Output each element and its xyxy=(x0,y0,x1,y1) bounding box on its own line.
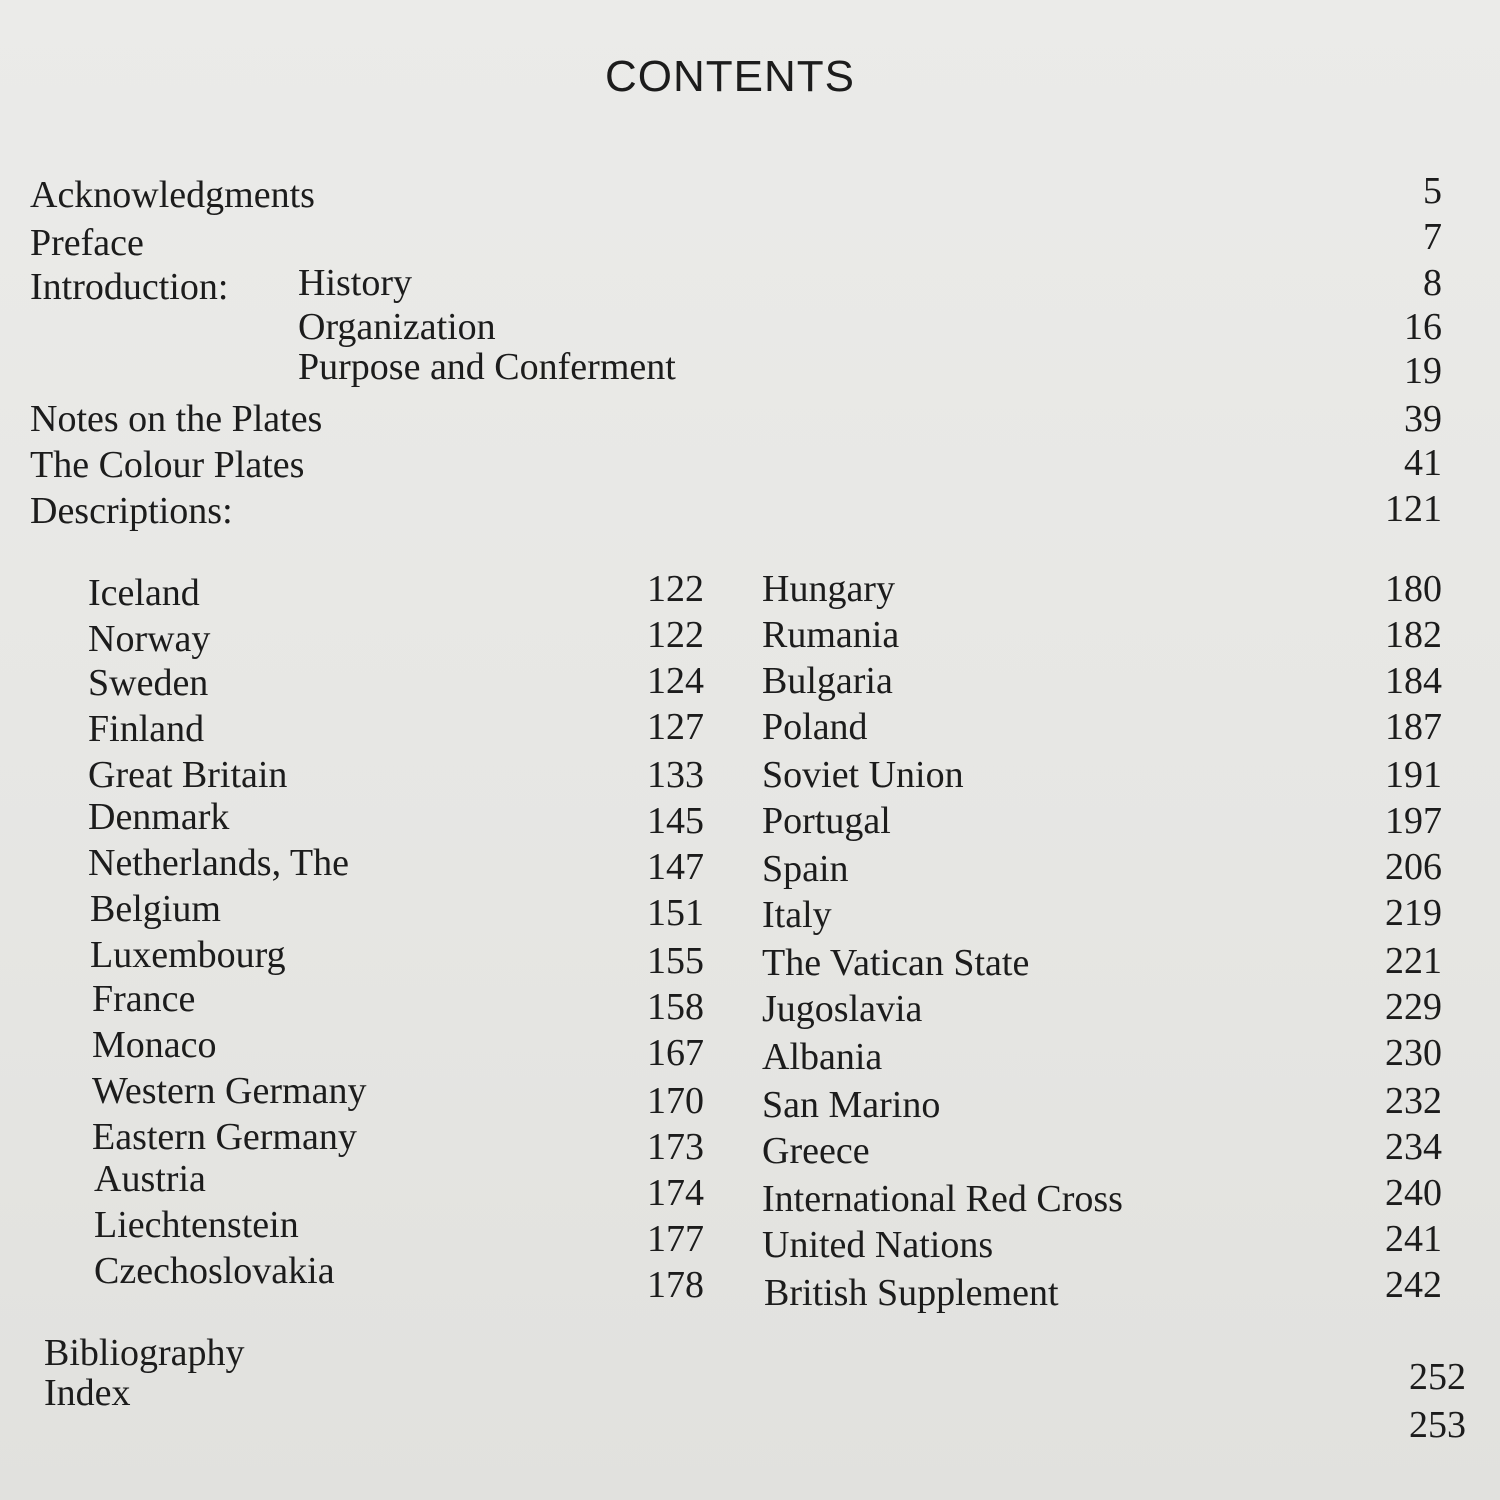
list-item: Czechoslovakia xyxy=(94,1250,335,1292)
toc-page-notes: 39 xyxy=(1404,398,1442,440)
list-item-page: 174 xyxy=(647,1172,704,1214)
list-item-page: 151 xyxy=(647,892,704,934)
toc-page-acknowledgments: 5 xyxy=(1423,170,1442,212)
toc-entry-bibliography: Bibliography xyxy=(44,1332,245,1374)
toc-page-index: 253 xyxy=(1409,1404,1466,1446)
list-item-page: 221 xyxy=(1385,940,1442,982)
list-item: International Red Cross xyxy=(762,1178,1123,1220)
list-item: Rumania xyxy=(762,614,900,656)
list-item-page: 197 xyxy=(1385,800,1442,842)
list-item: Soviet Union xyxy=(762,754,964,796)
list-item: Liechtenstein xyxy=(94,1204,299,1246)
list-item-page: 122 xyxy=(647,614,704,656)
toc-page-preface: 7 xyxy=(1423,216,1442,258)
list-item: Sweden xyxy=(88,662,209,704)
list-item-page: 180 xyxy=(1385,568,1442,610)
list-item: The Vatican State xyxy=(762,942,1030,984)
toc-entry-descriptions: Descriptions: xyxy=(30,490,233,532)
toc-entry-notes: Notes on the Plates xyxy=(30,398,323,440)
list-item: Norway xyxy=(88,618,211,660)
toc-entry-organization: Organization xyxy=(298,306,496,348)
toc-entry-index: Index xyxy=(44,1372,131,1414)
list-item-page: 167 xyxy=(647,1032,704,1074)
list-item-page: 229 xyxy=(1385,986,1442,1028)
list-item: Poland xyxy=(762,706,868,748)
list-item: France xyxy=(92,978,196,1020)
list-item: Spain xyxy=(762,848,849,890)
list-item: Eastern Germany xyxy=(92,1116,357,1158)
list-item: Italy xyxy=(762,894,832,936)
toc-entry-colour-plates: The Colour Plates xyxy=(30,444,305,486)
list-item: Iceland xyxy=(88,572,200,614)
list-item: Bulgaria xyxy=(762,660,893,702)
list-item-page: 122 xyxy=(647,568,704,610)
list-item-page: 177 xyxy=(647,1218,704,1260)
list-item-page: 155 xyxy=(647,940,704,982)
list-item: Luxembourg xyxy=(90,934,286,976)
list-item: Western Germany xyxy=(92,1070,367,1112)
list-item-page: 184 xyxy=(1385,660,1442,702)
toc-entry-preface: Preface xyxy=(30,222,144,264)
toc-page-organization: 16 xyxy=(1404,306,1442,348)
list-item: Belgium xyxy=(90,888,221,930)
list-item: Hungary xyxy=(762,568,895,610)
list-item-page: 240 xyxy=(1385,1172,1442,1214)
list-item: United Nations xyxy=(762,1224,994,1266)
list-item: Finland xyxy=(88,708,205,750)
list-item-page: 241 xyxy=(1385,1218,1442,1260)
list-item: Jugoslavia xyxy=(762,988,923,1030)
list-item-page: 124 xyxy=(647,660,704,702)
list-item: Portugal xyxy=(762,800,891,842)
list-item: Albania xyxy=(762,1036,883,1078)
list-item: San Marino xyxy=(762,1084,941,1126)
list-item-page: 145 xyxy=(647,800,704,842)
list-item-page: 133 xyxy=(647,754,704,796)
list-item-page: 206 xyxy=(1385,846,1442,888)
toc-page-history: 8 xyxy=(1423,262,1442,304)
list-item-page: 178 xyxy=(647,1264,704,1306)
toc-entry-history: History xyxy=(298,262,412,304)
list-item-page: 242 xyxy=(1385,1264,1442,1306)
list-item: Great Britain xyxy=(88,754,288,796)
list-item-page: 147 xyxy=(647,846,704,888)
list-item-page: 219 xyxy=(1385,892,1442,934)
toc-page-descriptions: 121 xyxy=(1385,488,1442,530)
list-item-page: 234 xyxy=(1385,1126,1442,1168)
list-item: Denmark xyxy=(88,796,230,838)
list-item: Greece xyxy=(762,1130,870,1172)
list-item-page: 170 xyxy=(647,1080,704,1122)
toc-entry-acknowledgments: Acknowledgments xyxy=(30,174,315,216)
toc-page-bibliography: 252 xyxy=(1409,1356,1466,1398)
list-item-page: 127 xyxy=(647,706,704,748)
list-item: British Supplement xyxy=(764,1272,1059,1314)
toc-entry-introduction: Introduction: xyxy=(30,266,229,308)
list-item: Netherlands, The xyxy=(88,842,349,884)
list-item-page: 173 xyxy=(647,1126,704,1168)
list-item-page: 191 xyxy=(1385,754,1442,796)
list-item-page: 230 xyxy=(1385,1032,1442,1074)
list-item-page: 187 xyxy=(1385,706,1442,748)
page-title: CONTENTS xyxy=(605,52,855,101)
list-item-page: 182 xyxy=(1385,614,1442,656)
toc-page-colour-plates: 41 xyxy=(1404,442,1442,484)
toc-entry-purpose: Purpose and Conferment xyxy=(298,346,676,388)
toc-page-purpose: 19 xyxy=(1404,350,1442,392)
list-item-page: 158 xyxy=(647,986,704,1028)
list-item: Monaco xyxy=(92,1024,217,1066)
list-item-page: 232 xyxy=(1385,1080,1442,1122)
list-item: Austria xyxy=(94,1158,206,1200)
